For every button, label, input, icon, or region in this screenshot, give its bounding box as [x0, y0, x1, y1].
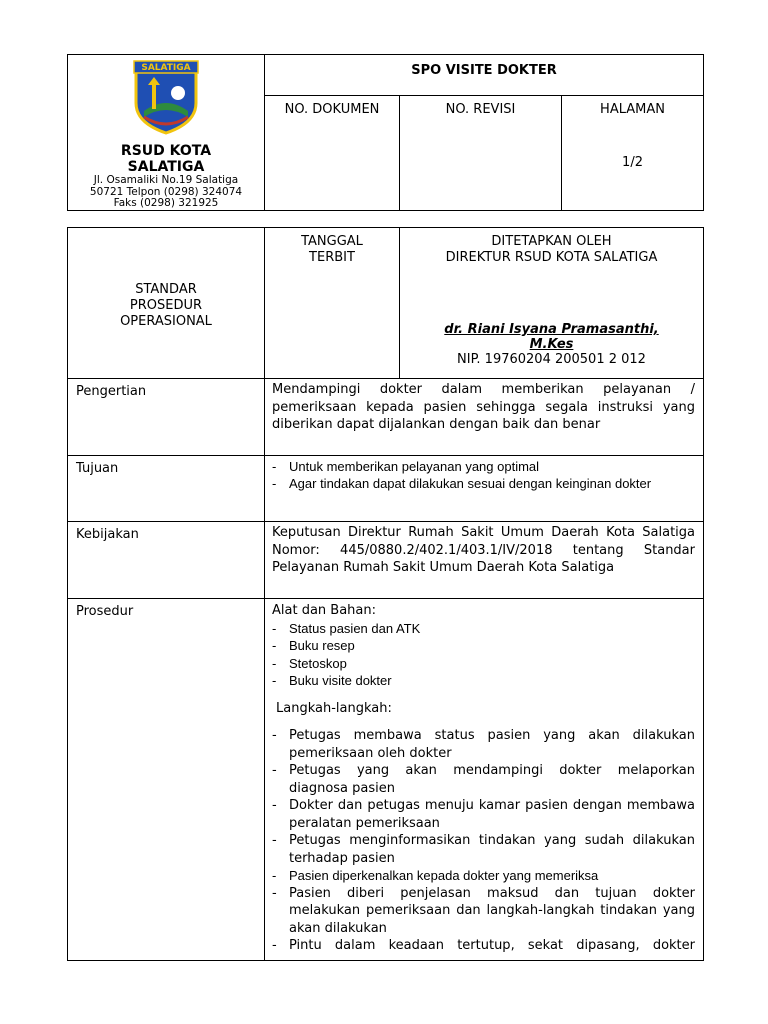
signer-name-1: dr. Riani Isyana Pramasanthi,	[444, 322, 659, 337]
list-item: - Petugas membawa status pasien yang akan dilakukan pemeriksaan oleh dokter	[272, 727, 695, 762]
tujuan-label: Tujuan	[68, 456, 265, 522]
list-item: - Agar tindakan dapat dilakukan sesuai dengan keinginan dokter	[272, 476, 695, 492]
list-item: - Untuk memberikan pelayanan yang optimal	[272, 458, 695, 476]
doc-title: SPO VISITE DOKTER	[411, 63, 557, 78]
list-item: - Pasien diperkenalkan kepada dokter yang memeriksa	[272, 867, 695, 885]
sop-label-line-3: OPERASIONAL	[120, 314, 212, 329]
hospital-name: RSUD KOTA SALATIGA	[120, 143, 212, 175]
no-revisi-cell	[400, 96, 562, 210]
no-dokumen-cell	[265, 96, 400, 210]
hospital-address-3: Faks (0298) 321925	[113, 197, 219, 209]
list-item: - Status pasien dan ATK	[272, 620, 695, 638]
tanggal-terbit-cell	[265, 228, 400, 379]
kebijakan-text: Keputusan Direktur Rumah Sakit Umum Daerah Kota Salatiga Nomor: 445/0880.2/402.1/403.1/IV/2018 tentang Standar Pelayanan Rumah Sakit Umum Daerah Kota Salatiga	[265, 522, 704, 599]
list-item: - Dokter dan petugas menuju kamar pasien dengan membawa peralatan pemeriksaan	[272, 797, 695, 832]
svg-text:SALATIGA: SALATIGA	[141, 63, 191, 73]
no-revisi-label: NO. REVISI	[445, 102, 516, 118]
sop-table	[67, 227, 704, 961]
list-item: - Pintu dalam keadaan tertutup, sekat dipasang, dokter	[272, 937, 695, 955]
ditetapkan-line-1: DITETAPKAN OLEH	[491, 234, 612, 249]
halaman-label: HALAMAN	[600, 102, 665, 118]
tanggal-line-2: TERBIT	[309, 250, 355, 265]
alat-title: Alat dan Bahan:	[272, 603, 376, 618]
signer-nip: NIP. 19760204 200501 2 012	[457, 352, 646, 367]
list-item: - Petugas menginformasikan tindakan yang sudah dilakukan terhadap pasien	[272, 832, 695, 867]
salatiga-crest-icon	[130, 59, 202, 135]
kebijakan-label: Kebijakan	[68, 522, 265, 599]
halaman-cell	[562, 96, 704, 210]
tanggal-line-1: TANGGAL	[301, 234, 363, 249]
hospital-identity	[68, 55, 265, 211]
ditetapkan-line-2: DIREKTUR RSUD KOTA SALATIGA	[445, 250, 658, 265]
list-item: - Buku visite dokter	[272, 672, 695, 690]
signer-name-2: M.Kes	[529, 337, 574, 352]
pengertian-text: Mendampingi dokter dalam memberikan pelayanan / pemeriksaan kepada pasien sehingga segala instruksi yang diberikan dapat dijalankan dengan baik dan benar	[265, 379, 704, 456]
no-dokumen-label: NO. DOKUMEN	[284, 102, 380, 118]
list-item: - Stetoskop	[272, 655, 695, 673]
header-table	[67, 54, 704, 211]
halaman-value: 1/2	[622, 155, 643, 171]
list-item: - Petugas yang akan mendampingi dokter melaporkan diagnosa pasien	[272, 762, 695, 797]
pengertian-label: Pengertian	[68, 379, 265, 456]
hospital-address-1: Jl. Osamaliki No.19 Salatiga	[93, 174, 239, 186]
sop-label-line-2: PROSEDUR	[129, 298, 203, 313]
langkah-title: Langkah-langkah:	[276, 700, 392, 716]
sop-label-line-1: STANDAR	[135, 282, 197, 297]
list-item: - Buku resep	[272, 637, 695, 655]
prosedur-cell	[265, 599, 704, 961]
ditetapkan-cell	[400, 228, 704, 379]
doc-title-cell	[265, 55, 704, 96]
list-item: - Pasien diberi penjelasan maksud dan tujuan dokter melakukan pemeriksaan dan langkah-langkah tindakan yang akan dilakukan	[272, 885, 695, 938]
prosedur-label: Prosedur	[68, 599, 265, 961]
hospital-address-2: 50721 Telpon (0298) 324074	[89, 185, 243, 198]
sop-label-cell	[68, 228, 265, 379]
tujuan-cell	[265, 456, 704, 522]
